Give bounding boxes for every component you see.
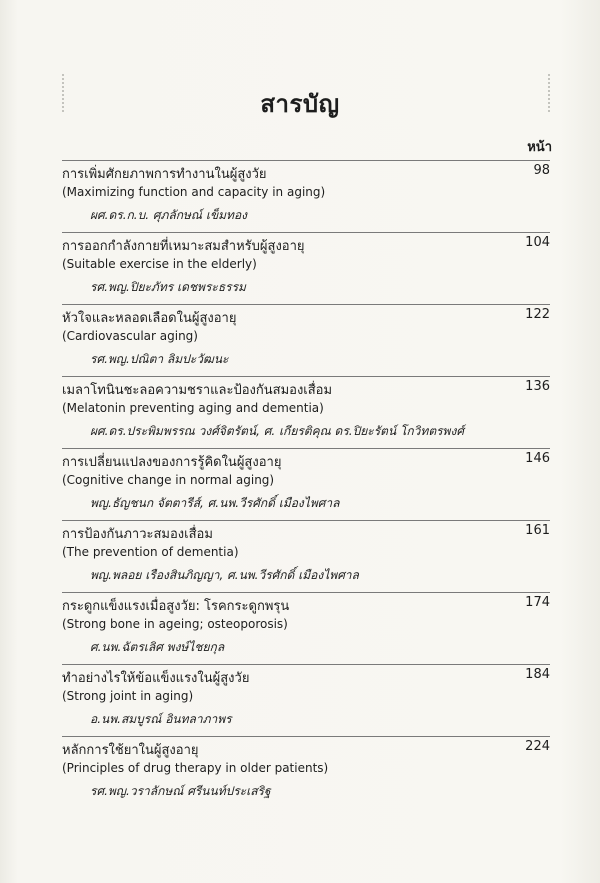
toc-entry[interactable] <box>62 520 550 592</box>
toc-entry[interactable] <box>62 160 550 232</box>
entry-author: พญ.ธัญชนก จัตตารีส์, ศ.นพ.วีรศักดิ์ เมืองไพศาล <box>90 496 340 510</box>
page-title: สารบัญ <box>260 90 340 118</box>
toc-entry[interactable] <box>62 376 550 448</box>
separator-line <box>62 664 550 665</box>
entry-thai-title: กระดูกแข็งแรงเมื่อสูงวัย: โรคกระดูกพรุน <box>62 599 290 614</box>
separator-line <box>62 520 550 521</box>
toc-entry[interactable] <box>62 592 550 664</box>
entry-author: ศ.นพ.ฉัตรเลิศ พงษ์ไชยกุล <box>90 640 225 654</box>
entry-author: อ.นพ.สมบูรณ์ อินทลาภาพร <box>90 712 232 726</box>
entry-english-title: (Strong bone in ageing; osteoporosis) <box>62 617 288 631</box>
entry-page-number: 104 <box>525 235 550 250</box>
entry-page-number: 224 <box>525 739 550 754</box>
entry-page-number: 161 <box>525 523 550 538</box>
entry-page-number: 136 <box>525 379 550 394</box>
entry-author: พญ.พลอย เรืองสินภิญญา, ศ.นพ.วีรศักดิ์ เมืองไพศาล <box>90 568 359 582</box>
entry-thai-title: เมลาโทนินชะลอความชราและป้องกันสมองเสื่อม <box>62 383 333 398</box>
entry-thai-title: ทำอย่างไรให้ข้อแข็งแรงในผู้สูงวัย <box>62 671 250 686</box>
entry-author: ผศ.ดร.ก.บ. ศุภลักษณ์ เข็มทอง <box>90 208 248 222</box>
entry-thai-title: การออกกำลังกายที่เหมาะสมสำหรับผู้สูงอายุ <box>62 239 305 254</box>
entry-author: รศ.พญ.วราลักษณ์ ศรีนนท์ประเสริฐ <box>90 784 271 798</box>
separator-line <box>62 160 550 161</box>
entry-english-title: (Principles of drug therapy in older patients) <box>62 761 329 775</box>
toc-entry[interactable] <box>62 736 550 808</box>
separator-line <box>62 376 550 377</box>
separator-line <box>62 736 550 737</box>
entry-page-number: 184 <box>525 667 550 682</box>
entry-thai-title: หลักการใช้ยาในผู้สูงอายุ <box>62 743 199 758</box>
entry-thai-title: การป้องกันภาวะสมองเสื่อม <box>62 527 213 542</box>
page-column-label: หน้า <box>527 140 552 155</box>
entry-author: รศ.พญ.ปณิตา ลิมปะวัฒนะ <box>90 352 229 366</box>
separator-line <box>62 448 550 449</box>
entry-english-title: (Cognitive change in normal aging) <box>62 473 275 487</box>
entry-english-title: (Melatonin preventing aging and dementia) <box>62 401 324 415</box>
entry-english-title: (Suitable exercise in the elderly) <box>62 257 257 271</box>
separator-line <box>62 232 550 233</box>
entry-english-title: (The prevention of dementia) <box>62 545 239 559</box>
toc-entry[interactable] <box>62 664 550 736</box>
entry-author: ผศ.ดร.ประพิมพรรณ วงศ์จิตรัตน์, ศ. เกียรติคุณ ดร.ปิยะรัตน์ โกวิทตรพงศ์ <box>90 424 464 438</box>
entry-page-number: 122 <box>525 307 550 322</box>
toc-entry[interactable] <box>62 448 550 520</box>
entry-english-title: (Maximizing function and capacity in aging) <box>62 185 326 199</box>
entry-thai-title: การเพิ่มศักยภาพการทำงานในผู้สูงวัย <box>62 167 267 182</box>
entry-thai-title: การเปลี่ยนแปลงของการรู้คิดในผู้สูงอายุ <box>62 455 282 470</box>
entry-author: รศ.พญ.ปิยะภัทร เดชพระธรรม <box>90 280 246 294</box>
entry-page-number: 98 <box>533 163 550 178</box>
entry-page-number: 146 <box>525 451 550 466</box>
separator-line <box>62 304 550 305</box>
toc-list <box>62 160 550 808</box>
separator-line <box>62 592 550 593</box>
entry-english-title: (Strong joint in aging) <box>62 689 194 703</box>
entry-page-number: 174 <box>525 595 550 610</box>
toc-entry[interactable] <box>62 304 550 376</box>
toc-entry[interactable] <box>62 232 550 304</box>
entry-english-title: (Cardiovascular aging) <box>62 329 198 343</box>
entry-thai-title: หัวใจและหลอดเลือดในผู้สูงอายุ <box>62 311 237 326</box>
